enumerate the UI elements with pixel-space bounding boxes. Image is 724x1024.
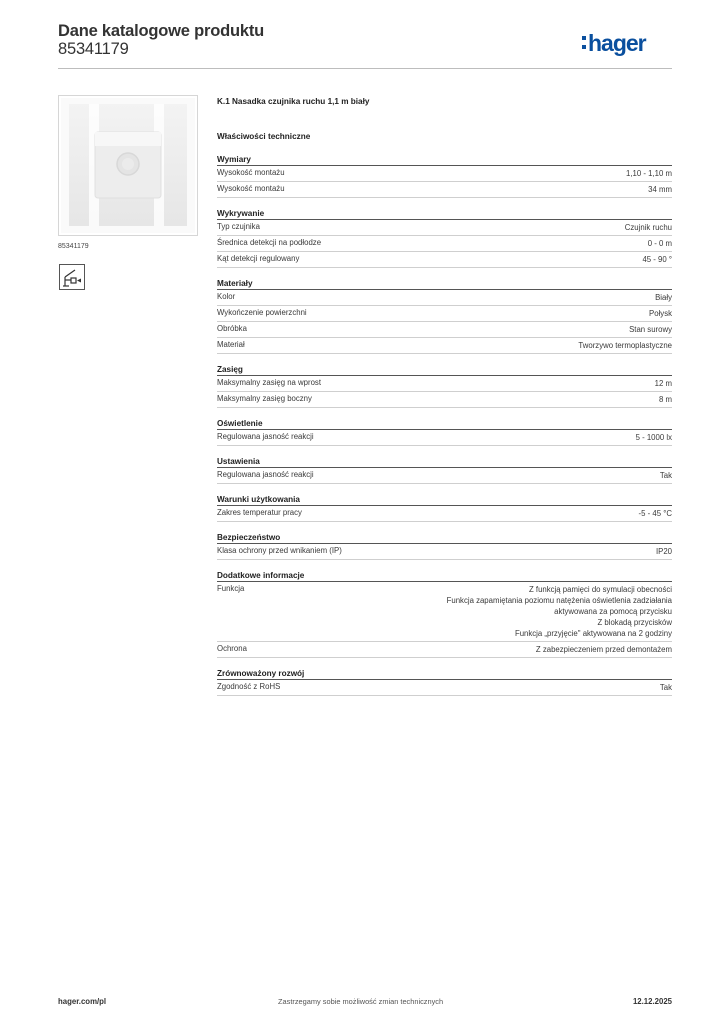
spec-row: [217, 680, 672, 696]
spec-value-line: Funkcja zapamiętania poziomu natężenia oświetlenia zadziałania: [446, 596, 672, 605]
spec-value-line: Tworzywo termoplastyczne: [578, 341, 672, 350]
spec-value-line: Czujnik ruchu: [624, 223, 672, 232]
product-code-caption: 85341179: [58, 243, 89, 250]
spec-section-title: Oświetlenie: [217, 418, 672, 430]
spec-value-line: Z funkcją pamięci do symulacji obecności: [528, 585, 672, 594]
spec-section-title: Bezpieczeństwo: [217, 532, 672, 544]
spec-label: Średnica detekcji na podłodze: [217, 238, 322, 247]
spec-value: [655, 292, 672, 303]
spec-section: [217, 364, 672, 408]
spec-value: [536, 644, 672, 655]
spec-value: [625, 222, 672, 233]
spec-value-line: 12 m: [654, 379, 672, 388]
spec-value-line: Funkcja „przyjęcie" aktywowana na 2 godziny: [514, 629, 672, 638]
spec-section: [217, 278, 672, 354]
spec-section: [217, 570, 672, 658]
spec-row: [217, 506, 672, 522]
spec-value: [642, 254, 672, 265]
document-number: 85341179: [58, 40, 129, 58]
spec-row: [217, 236, 672, 252]
spec-row: [217, 252, 672, 268]
technical-properties-heading: Właściwości techniczne: [217, 132, 311, 141]
spec-value: [656, 546, 672, 557]
spec-value: [626, 168, 672, 179]
document-title: Dane katalogowe produktu: [58, 22, 265, 40]
spec-value-line: 45 - 90 °: [642, 255, 672, 264]
spec-section: [217, 456, 672, 484]
spec-value: [636, 432, 672, 443]
spec-row: [217, 306, 672, 322]
spec-row: [217, 290, 672, 306]
spec-section-title: Ustawienia: [217, 456, 672, 468]
spec-value: [660, 682, 672, 693]
spec-value-line: Biały: [655, 293, 672, 302]
spec-label: Obróbka: [217, 324, 247, 333]
spec-section-title: Wymiary: [217, 154, 672, 166]
page-header: [58, 20, 672, 70]
product-details: [217, 95, 672, 696]
spec-row: [217, 322, 672, 338]
page-footer: [58, 997, 672, 1011]
spec-value: [447, 584, 672, 639]
spec-label: Ochrona: [217, 644, 247, 653]
spec-label: Funkcja: [217, 584, 245, 593]
spec-section-title: Warunki użytkowania: [217, 494, 672, 506]
header-divider: [58, 68, 672, 69]
spec-row: [217, 642, 672, 658]
spec-label: Materiał: [217, 340, 245, 349]
spec-value-line: -5 - 45 °C: [638, 509, 672, 518]
spec-value: [655, 378, 672, 389]
spec-row: [217, 468, 672, 484]
spec-value: [629, 324, 672, 335]
spec-section-title: Materiały: [217, 278, 672, 290]
spec-value-line: 8 m: [659, 395, 672, 404]
spec-label: Wykończenie powierzchni: [217, 308, 307, 317]
spec-row: [217, 166, 672, 182]
spec-value-line: Połysk: [649, 309, 672, 318]
spec-label: Regulowana jasność reakcji: [217, 470, 314, 479]
spec-label: Zakres temperatur pracy: [217, 508, 302, 517]
motion-detector-pictogram-icon: [59, 264, 85, 290]
spec-value-line: Z zabezpieczeniem przed demontażem: [535, 645, 672, 654]
spec-section-title: Wykrywanie: [217, 208, 672, 220]
spec-value: [648, 184, 672, 195]
spec-value: [660, 470, 672, 481]
spec-label: Klasa ochrony przed wnikaniem (IP): [217, 546, 342, 555]
spec-row: [217, 220, 672, 236]
footer-note: Zastrzegamy sobie możliwość zmian technicznych: [278, 997, 444, 1006]
motion-sensor-attachment-icon: [59, 96, 197, 235]
spec-row: [217, 430, 672, 446]
spec-section-title: Zasięg: [217, 364, 672, 376]
spec-section: [217, 668, 672, 696]
spec-label: Typ czujnika: [217, 222, 260, 231]
spec-label: Wysokość montażu: [217, 168, 285, 177]
spec-value: [649, 308, 672, 319]
spec-value-line: aktywowana za pomocą przycisku: [554, 607, 672, 616]
svg-text:hager: hager: [588, 30, 646, 56]
spec-row: [217, 392, 672, 408]
spec-section: [217, 208, 672, 268]
spec-label: Regulowana jasność reakcji: [217, 432, 314, 441]
spec-value-line: IP20: [655, 547, 672, 556]
spec-value-line: Z blokadą przycisków: [597, 618, 672, 627]
spec-section: [217, 494, 672, 522]
spec-row: [217, 376, 672, 392]
spec-section-title: Zrównoważony rozwój: [217, 668, 672, 680]
spec-value-line: Stan surowy: [629, 325, 672, 334]
spec-value-line: Tak: [659, 683, 672, 692]
product-image: [58, 95, 198, 236]
hager-logo-icon: [582, 26, 672, 60]
spec-value-line: 34 mm: [648, 185, 672, 194]
spec-value: [639, 508, 672, 519]
spec-value: [578, 340, 672, 351]
spec-sections: [217, 154, 672, 696]
spec-row: [217, 338, 672, 354]
spec-value-line: 5 - 1000 lx: [635, 433, 672, 442]
footer-date: 12.12.2025: [632, 997, 672, 1006]
spec-value: [648, 238, 672, 249]
spec-label: Maksymalny zasięg boczny: [217, 394, 312, 403]
spec-label: Zgodność z RoHS: [217, 682, 281, 691]
spec-section-title: Dodatkowe informacje: [217, 570, 672, 582]
spec-value: [659, 394, 672, 405]
spec-label: Maksymalny zasięg na wprost: [217, 378, 321, 387]
spec-row: [217, 182, 672, 198]
product-name: K.1 Nasadka czujnika ruchu 1,1 m biały: [217, 97, 370, 106]
spec-row: [217, 582, 672, 642]
spec-label: Kolor: [217, 292, 236, 301]
spec-value-line: Tak: [659, 471, 672, 480]
spec-value-line: 0 - 0 m: [647, 239, 672, 248]
spec-label: Wysokość montażu: [217, 184, 285, 193]
spec-section: [217, 532, 672, 560]
spec-section: [217, 154, 672, 198]
footer-url[interactable]: hager.com/pl: [58, 997, 107, 1006]
spec-label: Kąt detekcji regulowany: [217, 254, 300, 263]
spec-row: [217, 544, 672, 560]
spec-value-line: 1,10 - 1,10 m: [626, 169, 672, 178]
spec-section: [217, 418, 672, 446]
